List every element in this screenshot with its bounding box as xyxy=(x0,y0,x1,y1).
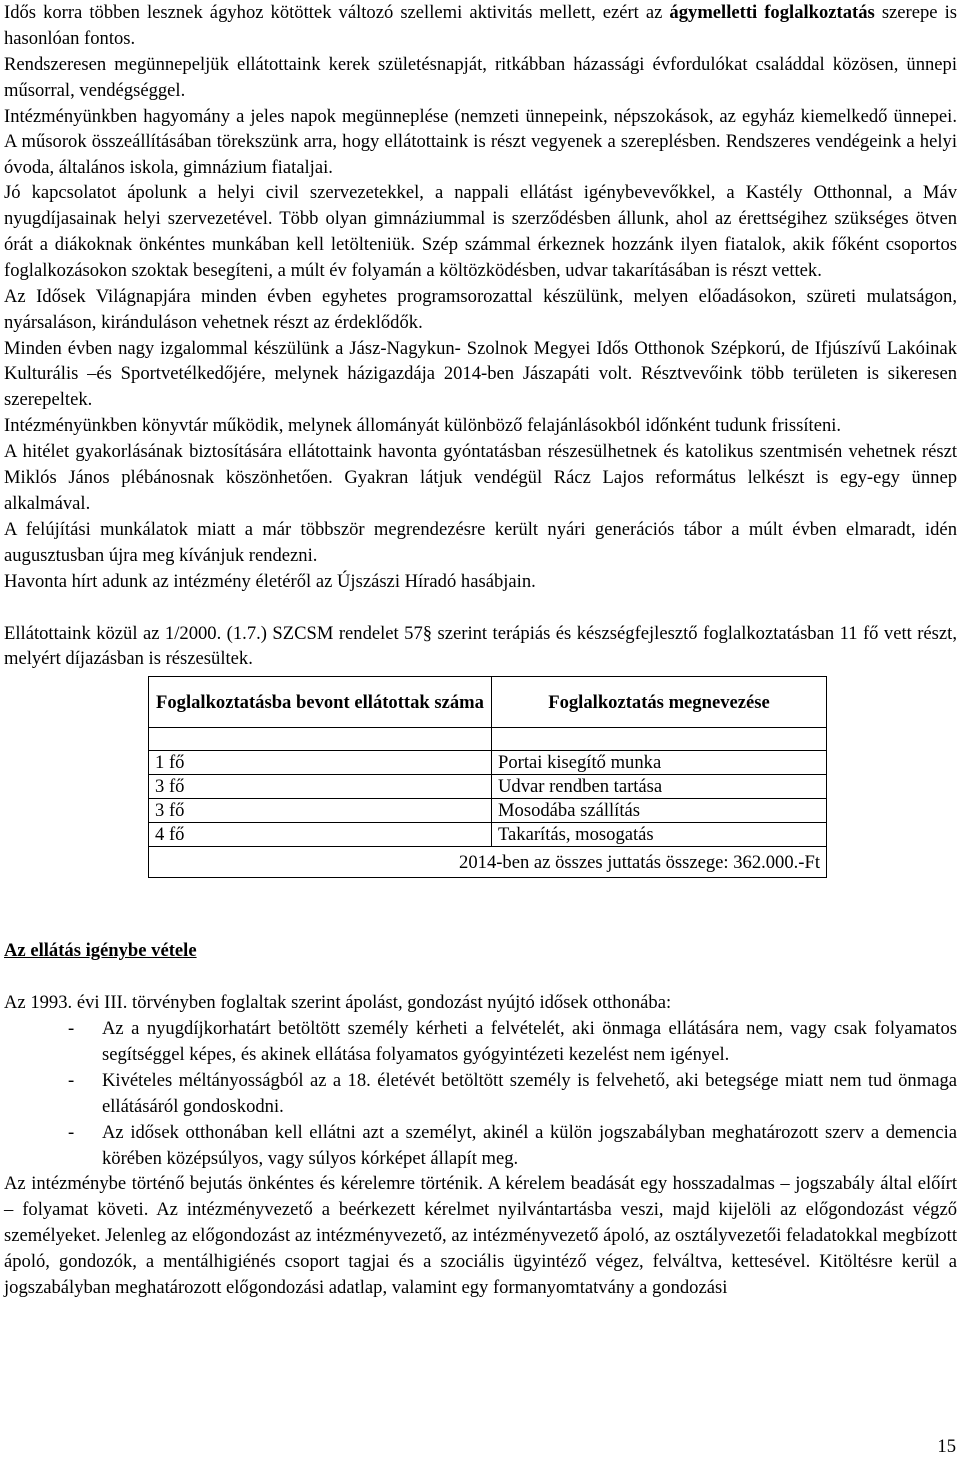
table-cell xyxy=(492,728,827,751)
table-header-row xyxy=(149,677,827,728)
table-row xyxy=(149,775,827,799)
cell-count: 3 fő xyxy=(149,775,492,799)
dash-bullet: - xyxy=(68,1121,75,1143)
table-cell xyxy=(149,728,492,751)
list-item-text: Az idősek otthonában kell ellátni azt a személyt, akinél a külön jogszabályban meghatározott szerv a demencia körében középsúlyos, vagy súlyos kórképet állapít meg. xyxy=(102,1121,957,1169)
employment-table xyxy=(148,676,827,878)
cell-task: Takarítás, mosogatás xyxy=(492,823,827,847)
table-total-row xyxy=(149,847,827,878)
cell-total: 2014-ben az összes juttatás összege: 362.000.-Ft xyxy=(149,847,827,878)
section-title: Az ellátás igénybe vétele xyxy=(4,940,197,962)
table-spacer-row xyxy=(149,728,827,751)
paragraph-summer-camp: A felújítási munkálatok miatt a már többször megrendezésre került nyári generációs tábor a múlt évben elmaradt, idén augusztusban újra meg kívánjuk rendezni. xyxy=(4,518,957,566)
paragraph-traditions: Intézményünkben hagyomány a jeles napok megünneplése (nemzeti ünnepeink, népszokások, az egyház kiemelkedő ünnepei. A műsorok összeállításában törekszünk arra, hogy ellátottaink is részt vegyenek a szereplésben. Rendszeres vendégeink a helyi óvoda, általános iskola, gimnázium fiataljai. xyxy=(4,105,957,178)
list-item xyxy=(4,1120,957,1172)
paragraph-admission-process: Az intézménybe történő bejutás önkéntes és kérelemre történik. A kérelem beadását egy hosszadalmas – jogszabály által előírt – folyamat követi. Az intézményvezető a beérkezett kérelmet nyilvántartásba veszi, majd kijelöli az előgondozást végző személyeket. Jelenleg az előgondozást az intézményvezető, az intézményvezető ápoló, az osztályvezetői feladatokkal megbízott ápoló, gondozók, a mentálhigiénés csoport tagjai és a szociális ügyintéző végez, felváltva, kettesével. Kitöltésre kerül a jogszabályban meghatározott előgondozási adatlap, valamint egy formanyomtatvány a gondozási xyxy=(4,1173,957,1299)
header-count: Foglalkoztatásba bevont ellátottak száma xyxy=(149,677,492,728)
paragraph-employment: Ellátottaink közül az 1/2000. (1.7.) SZCSM rendelet 57§ szerint terápiás és készségfejlesztő foglalkoztatásban 11 fő vett részt, melyért díjazásban is részesültek. xyxy=(4,622,957,670)
page-number: 15 xyxy=(937,1436,956,1457)
paragraph-competition: Minden évben nagy izgalommal készülünk a Jász-Nagykun- Szolnok Megyei Idős Otthonok Szépkorú, de Ifjúszívű Lakóinak Kulturális –és Sportvetélkedőjére, melynek házigazdája 2014-ben Jászapáti volt. Résztvevőink több területen is sikeresen szerepeltek. xyxy=(4,337,957,411)
table-row xyxy=(149,799,827,823)
paragraph-text: szerepe is hasonlóan fontos. xyxy=(4,2,958,49)
list-item-text: Kivételes méltányosságból az a 18. életévét betöltött személy is felvehető, aki betegsége miatt nem tud önmaga ellátásáról gondoskodni. xyxy=(102,1069,957,1117)
requirements-list xyxy=(4,1016,957,1171)
cell-task: Portai kisegítő munka xyxy=(492,751,827,775)
paragraph-religious-life: A hitélet gyakorlásának biztosítására ellátottaink havonta gyóntatásban részesülhetnek és katolikus szentmisén vehetnek részt Miklós János plébánosnak köszönhetően. Gyakran látjuk vendégül Rácz Lajos református lelkészt is egy-egy ünnep alkalmával. xyxy=(4,441,957,514)
dash-bullet: - xyxy=(68,1018,75,1040)
list-item xyxy=(4,1068,957,1120)
dash-bullet: - xyxy=(68,1069,75,1091)
cell-task: Udvar rendben tartása xyxy=(492,775,827,799)
table-row xyxy=(149,751,827,775)
paragraph-bedside-activities xyxy=(4,0,957,52)
cell-task: Mosodába szállítás xyxy=(492,799,827,823)
paragraph-elderly-day: Az Idősek Világnapjára minden évben egyhetes programsorozattal készülünk, melyen előadásokon, szüreti mulatságon, nyársaláson, kiránduláson vehetnek részt az érdeklődők. xyxy=(4,285,957,333)
list-item-text: Az a nyugdíjkorhatárt betöltött személy kérheti a felvételét, aki önmaga ellátására nem, vagy csak folyamatos segítséggel képes, és akinek ellátása folyamatos gyógyintézeti kezelést nem igényel. xyxy=(102,1018,957,1065)
section-intro: Az 1993. évi III. törvényben foglaltak szerint ápolást, gondozást nyújtó idősek otthonába: xyxy=(4,992,672,1014)
spacer xyxy=(4,595,957,621)
paragraph-text: Idős korra többen lesznek ágyhoz kötöttek változó szellemi aktivitás mellett, ezért az xyxy=(4,2,670,23)
cell-count: 1 fő xyxy=(149,751,492,775)
paragraph-partnerships: Jó kapcsolatot ápolunk a helyi civil szervezetekkel, a nappali ellátást igénybevevőkkel, a Kastély Otthonnal, a Máv nyugdíjasainak helyi szervezetével. Több olyan gimnáziummal is szerződésben állunk, ahol az érettségihez szükséges ötven órát a diákoknak önkéntes munkában kell letölteniük. Szép számmal érkeznek hozzánk ilyen fiatalok, akik főként csoportos foglalkozásokon szoktak besegíteni, a múlt év folyamán a költözködésben, udvar takarításában is részt vettek. xyxy=(4,182,957,281)
list-item xyxy=(4,1016,957,1068)
document-body xyxy=(4,0,957,1301)
spacer xyxy=(4,878,957,938)
paragraph-newsletter: Havonta hírt adunk az intézmény életéről az Újszászi Híradó hasábjain. xyxy=(4,570,536,592)
table-row xyxy=(149,823,827,847)
cell-count: 4 fő xyxy=(149,823,492,847)
header-task: Foglalkoztatás megnevezése xyxy=(492,677,827,728)
spacer xyxy=(4,964,957,990)
paragraph-birthdays: Rendszeresen megünnepeljük ellátottaink kerek születésnapját, ritkábban házassági évfordulókat családdal közösen, ünnepi műsorral, vendégséggel. xyxy=(4,53,957,101)
bold-phrase: ágymelletti foglalkoztatás xyxy=(669,2,875,23)
cell-count: 3 fő xyxy=(149,799,492,823)
paragraph-library: Intézményünkben könyvtár működik, melynek állományát különböző felajánlásokból időnként tudunk frissíteni. xyxy=(4,415,842,437)
